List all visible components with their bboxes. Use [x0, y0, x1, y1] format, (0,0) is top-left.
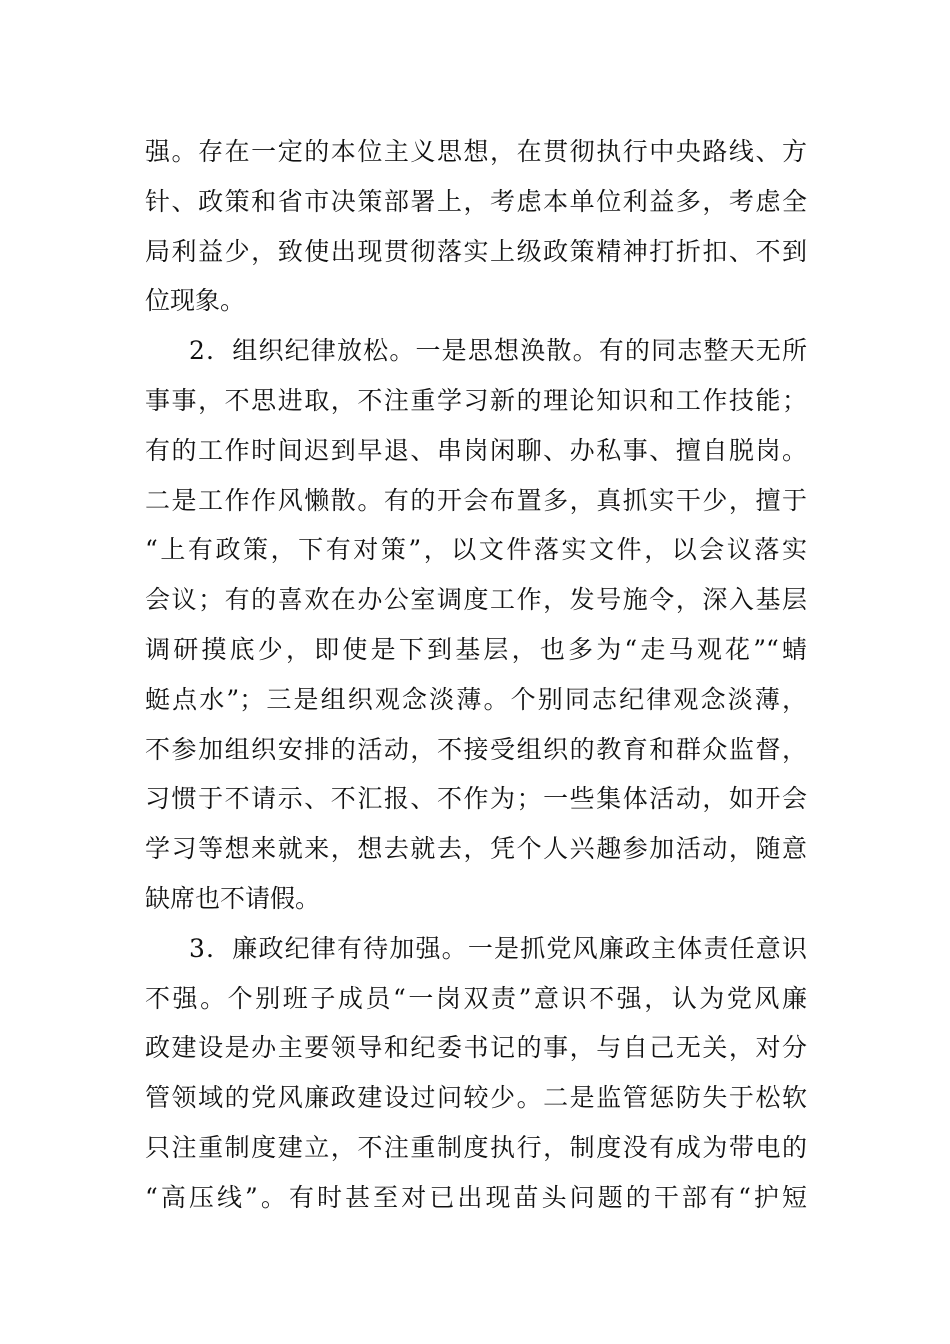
paragraph-line: 有的工作时间迟到早退、串岗闲聊、办私事、擅自脱岗。: [145, 435, 807, 465]
paragraph-line: 会议；有的喜欢在办公室调度工作，发号施令，深入基层: [145, 585, 807, 615]
paragraph-line: 只注重制度建立，不注重制度执行，制度没有成为带电的: [145, 1132, 807, 1162]
paragraph-line: 蜓点水”；三是组织观念淡薄。个别同志纪律观念淡薄，: [145, 684, 807, 714]
paragraph-line: 学习等想来就来，想去就去，凭个人兴趣参加活动，随意: [145, 834, 807, 864]
paragraph-line: 局利益少，致使出现贯彻落实上级政策精神打折扣、不到: [145, 236, 807, 266]
paragraph-line: 不强。个别班子成员“一岗双责”意识不强，认为党风廉: [145, 983, 807, 1013]
paragraph-line: 调研摸底少，即使是下到基层，也多为“走马观花”“蜻: [145, 634, 807, 664]
section-heading-line: 2．组织纪律放松。一是思想涣散。有的同志整天无所: [189, 336, 807, 366]
paragraph-line: 管领域的党风廉政建设过问较少。二是监管惩防失于松软: [145, 1083, 807, 1113]
paragraph-line: 事事，不思进取，不注重学习新的理论知识和工作技能；: [145, 385, 807, 415]
paragraph-line: 二是工作作风懒散。有的开会布置多，真抓实干少，擅于: [145, 485, 807, 515]
paragraph-line: “高压线”。有时甚至对已出现苗头问题的干部有“护短: [145, 1182, 807, 1212]
paragraph-line: 政建设是办主要领导和纪委书记的事，与自己无关，对分: [145, 1033, 807, 1063]
paragraph-line: 不参加组织安排的活动，不接受组织的教育和群众监督，: [145, 734, 807, 764]
paragraph-line: 强。存在一定的本位主义思想，在贯彻执行中央路线、方: [145, 137, 807, 166]
document-page: [145, 127, 807, 1223]
section-heading-line: 3．廉政纪律有待加强。一是抓党风廉政主体责任意识: [189, 933, 807, 963]
paragraph-line: 习惯于不请示、不汇报、不作为；一些集体活动，如开会: [145, 784, 807, 814]
paragraph-line: 针、政策和省市决策部署上，考虑本单位利益多，考虑全: [145, 186, 807, 216]
paragraph-line: “上有政策，下有对策”，以文件落实文件，以会议落实: [145, 535, 807, 565]
paragraph-line: 位现象。: [145, 286, 246, 316]
paragraph-line: 缺席也不请假。: [145, 883, 321, 913]
